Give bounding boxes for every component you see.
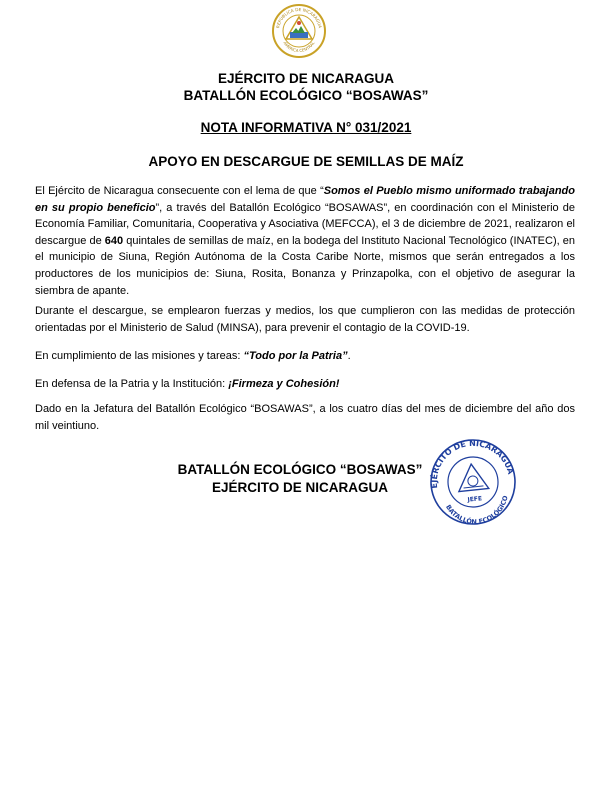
svg-text:EJÉRCITO DE NICARAGUA <box>425 437 516 489</box>
header-line-1: EJÉRCITO DE NICARAGUA <box>217 71 395 86</box>
seal-ring-bottom-text: AMERICA CENTRAL <box>282 40 316 54</box>
paragraph-4 <box>35 376 575 393</box>
paragraph-1-text-a: El Ejército de Nicaragua consecuente con el lema de que “ <box>35 185 324 197</box>
seal-ring-top-text: REPÚBLICA DE NICARAGUA <box>275 6 323 29</box>
header-line-2: BATALLÓN ECOLÓGICO “BOSAWAS” <box>183 88 429 103</box>
paragraph-4-motto: ¡Firmeza y Cohesión! <box>228 378 340 390</box>
signature-line-1: BATALLÓN ECOLÓGICO “BOSAWAS” <box>177 462 423 477</box>
stamp-center-text: JEFE <box>467 495 483 504</box>
paragraph-1-quantity: 640 <box>104 234 124 247</box>
stamp-icon <box>425 437 521 527</box>
coat-of-arms-icon <box>272 4 326 58</box>
nota-title: NOTA INFORMATIVA N° 031/2021 <box>200 120 412 135</box>
official-stamp <box>425 437 521 527</box>
paragraph-3 <box>35 348 575 365</box>
paragraph-1-motto: Somos el Pueblo mismo uniformado trabajando en su propio beneficio <box>35 185 575 214</box>
stamp-ring-top-text: EJÉRCITO DE NICARAGUA <box>429 438 516 489</box>
paragraph-1-text-b: ”, a través del Batallón Ecológico “BOSAWAS”, en coordinación con el Ministerio de Economía Familiar, Comunitaria, Cooperativa y Asociativa (MEFCCA), el 3 de diciembre de 2021, realizaron el descargue de <box>35 201 575 247</box>
stamp-ring-bottom-text: BATALLÓN ECOLÓGICO <box>444 494 510 526</box>
paragraph-1 <box>35 183 575 299</box>
paragraph-4-text: En defensa de la Patria y la Institución: <box>35 378 229 390</box>
paragraph-3-motto: “Todo por la Patria” <box>243 350 348 362</box>
paragraph-5: Dado en la Jefatura del Batallón Ecológico “BOSAWAS”, a los cuatro días del mes de diciembre del año dos mil veintiuno. <box>35 403 575 432</box>
paragraph-2: Durante el descargue, se emplearon fuerzas y medios, los que cumplieron con las medidas de protección orientadas por el Ministerio de Salud (MINSA), para prevenir el contagio de la COVID-19. <box>35 305 575 334</box>
subject-title: APOYO EN DESCARGUE DE SEMILLAS DE MAÍZ <box>148 154 464 169</box>
paragraph-3-text: En cumplimiento de las misiones y tareas: <box>35 350 244 362</box>
paragraph-3-end: . <box>347 350 351 362</box>
coat-of-arms-seal <box>272 4 326 58</box>
signature-line-2: EJÉRCITO DE NICARAGUA <box>211 480 389 495</box>
paragraph-1-text-c: quintales de semillas de maíz, en la bodega del Instituto Nacional Tecnológico (INATEC), en el municipio de Siuna, Región Autónoma de la Costa Caribe Norte, mismos que serán entregados a los productores de los municipios de: Siuna, Rosita, Bonanza y Prinzapolka, con el objetivo de asegurar la siembra de apante. <box>35 234 576 297</box>
